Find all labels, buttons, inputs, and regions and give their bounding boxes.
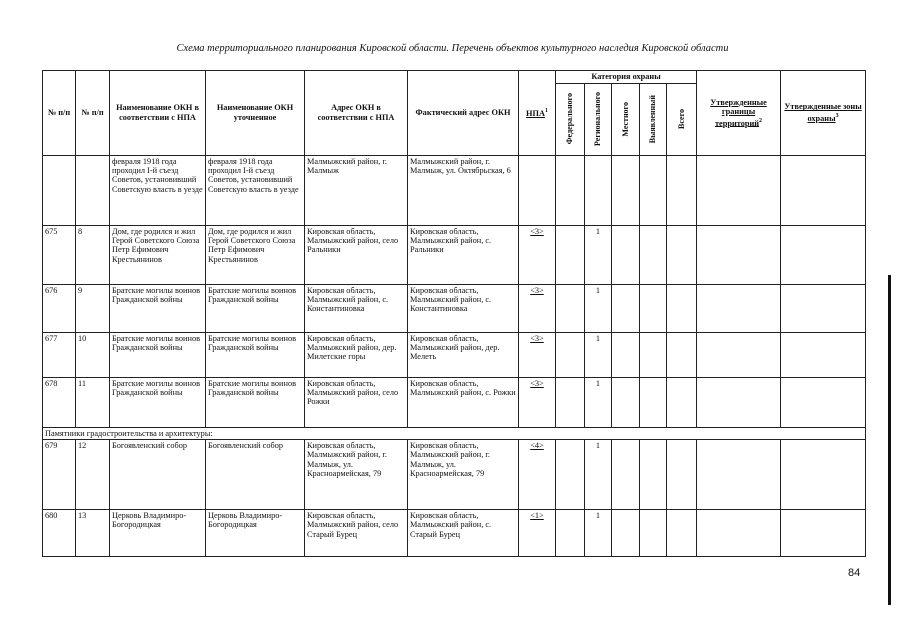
cell-total xyxy=(667,225,697,284)
cell-total xyxy=(667,284,697,332)
cell-federal xyxy=(556,332,585,377)
page-number: 84 xyxy=(848,567,861,579)
cell-identified xyxy=(640,332,667,377)
header-name-npa: Наименование ОКН в соответствии с НПА xyxy=(110,71,206,156)
cell-boundaries xyxy=(697,155,781,225)
cell-num2: 12 xyxy=(76,440,110,510)
cell-federal xyxy=(556,377,585,427)
cell-local xyxy=(612,510,640,557)
cell-npa: <3> xyxy=(519,377,556,427)
cell-address: Кировская область, Малмыжский район, село Ральники xyxy=(305,225,408,284)
cell-name: Дом, где родился и жил Герой Советского Союза Петр Ефимович Крестьянинов xyxy=(110,225,206,284)
cell-num: 678 xyxy=(43,377,76,427)
cell-address-actual: Малмыжский район, г. Малмыж, ул. Октябрьская, 6 xyxy=(408,155,519,225)
cell-num2: 8 xyxy=(76,225,110,284)
cell-address-actual: Кировская область, Малмыжский район, с. Рожки xyxy=(408,377,519,427)
cell-num: 680 xyxy=(43,510,76,557)
cell-npa: <1> xyxy=(519,510,556,557)
cell-regional: 1 xyxy=(585,440,612,510)
header-address-npa: Адрес ОКН в соответствии с НПА xyxy=(305,71,408,156)
cell-name-refined: Дом, где родился и жил Герой Советского Союза Петр Ефимович Крестьянинов xyxy=(206,225,305,284)
cell-boundaries xyxy=(697,510,781,557)
cell-name-refined: Братские могилы воинов Гражданской войны xyxy=(206,332,305,377)
table-row xyxy=(43,332,866,377)
header-cat-identified: Выявленный xyxy=(640,83,667,155)
cell-boundaries xyxy=(697,284,781,332)
header-protection-category: Категория охраны xyxy=(556,71,697,84)
cell-zones xyxy=(781,440,866,510)
cell-boundaries xyxy=(697,225,781,284)
cell-address-actual: Кировская область, Малмыжский район, с. Константиновка xyxy=(408,284,519,332)
cell-name: Церковь Владимиро-Богородицкая xyxy=(110,510,206,557)
cell-name-refined: февраля 1918 года проходил I-й съезд Советов, установивший Советскую власть в уезде xyxy=(206,155,305,225)
table-row xyxy=(43,284,866,332)
cell-identified xyxy=(640,510,667,557)
cell-name-refined: Братские могилы воинов Гражданской войны xyxy=(206,377,305,427)
cell-federal xyxy=(556,284,585,332)
cell-boundaries xyxy=(697,377,781,427)
cell-num: 675 xyxy=(43,225,76,284)
header-num-pp: № п/п xyxy=(43,71,76,156)
cell-address: Кировская область, Малмыжский район, г. Малмыж, ул. Красноармейская, 79 xyxy=(305,440,408,510)
header-npa: НПА$^1$ xyxy=(519,71,556,156)
cell-regional: 1 xyxy=(585,332,612,377)
header-cat-local: Местного xyxy=(612,83,640,155)
cell-name: Братские могилы воинов Гражданской войны xyxy=(110,377,206,427)
cell-local xyxy=(612,377,640,427)
cell-name: Братские могилы воинов Гражданской войны xyxy=(110,332,206,377)
cell-identified xyxy=(640,377,667,427)
cell-local xyxy=(612,440,640,510)
cell-num2: 10 xyxy=(76,332,110,377)
table-row xyxy=(43,225,866,284)
header-approved-zones: Утвержденные зоны охраны$^3$ xyxy=(781,71,866,156)
cell-num2: 9 xyxy=(76,284,110,332)
cell-local xyxy=(612,225,640,284)
cell-federal xyxy=(556,155,585,225)
cell-total xyxy=(667,155,697,225)
table-row xyxy=(43,510,866,557)
cell-zones xyxy=(781,332,866,377)
cell-zones xyxy=(781,284,866,332)
cell-name-refined: Церковь Владимиро-Богородицкая xyxy=(206,510,305,557)
cell-total xyxy=(667,332,697,377)
cell-boundaries xyxy=(697,332,781,377)
cell-address: Кировская область, Малмыжский район, с. Константиновка xyxy=(305,284,408,332)
cell-total xyxy=(667,377,697,427)
header-cat-regional: Регионального xyxy=(585,83,612,155)
cell-identified xyxy=(640,225,667,284)
section-row xyxy=(43,427,866,439)
heritage-table xyxy=(42,70,866,557)
cell-num2 xyxy=(76,155,110,225)
cell-federal xyxy=(556,440,585,510)
cell-regional xyxy=(585,155,612,225)
cell-npa: <3> xyxy=(519,332,556,377)
cell-address-actual: Кировская область, Малмыжский район, дер. Мелеть xyxy=(408,332,519,377)
scan-edge-mark xyxy=(888,275,891,605)
cell-address: Кировская область, Малмыжский район, дер. Милетские горы xyxy=(305,332,408,377)
cell-boundaries xyxy=(697,440,781,510)
cell-address: Кировская область, Малмыжский район, село Старый Бурец xyxy=(305,510,408,557)
cell-npa xyxy=(519,155,556,225)
cell-num: 676 xyxy=(43,284,76,332)
cell-total xyxy=(667,510,697,557)
cell-federal xyxy=(556,225,585,284)
table-row xyxy=(43,155,866,225)
cell-address: Кировская область, Малмыжский район, село Рожки xyxy=(305,377,408,427)
cell-address-actual: Кировская область, Малмыжский район, г. Малмыж, ул. Красноармейская, 79 xyxy=(408,440,519,510)
page-title: Схема территориального планирования Кировской области. Перечень объектов культурного наследия Кировской области xyxy=(176,43,729,54)
cell-address-actual: Кировская область, Малмыжский район, с. Ральники xyxy=(408,225,519,284)
table-row xyxy=(43,377,866,427)
cell-name: февраля 1918 года проходил I-й съезд Советов, установивший Советскую власть в уезде xyxy=(110,155,206,225)
cell-zones xyxy=(781,510,866,557)
cell-num: 679 xyxy=(43,440,76,510)
cell-name-refined: Братские могилы воинов Гражданской войны xyxy=(206,284,305,332)
cell-identified xyxy=(640,155,667,225)
cell-address: Малмыжский район, г. Малмыж xyxy=(305,155,408,225)
cell-regional: 1 xyxy=(585,225,612,284)
cell-num2: 11 xyxy=(76,377,110,427)
cell-address-actual: Кировская область, Малмыжский район, с. Старый Бурец xyxy=(408,510,519,557)
header-cat-total: Всего xyxy=(667,83,697,155)
cell-federal xyxy=(556,510,585,557)
cell-regional: 1 xyxy=(585,510,612,557)
header-approved-boundaries: Утвержденные границы территорий$^2$ xyxy=(697,71,781,156)
cell-zones xyxy=(781,377,866,427)
cell-npa: <4> xyxy=(519,440,556,510)
cell-name: Братские могилы воинов Гражданской войны xyxy=(110,284,206,332)
cell-local xyxy=(612,155,640,225)
cell-local xyxy=(612,284,640,332)
cell-num: 677 xyxy=(43,332,76,377)
header-name-refined: Наименование ОКН уточненное xyxy=(206,71,305,156)
header-address-actual: Фактический адрес ОКН xyxy=(408,71,519,156)
header-cat-federal: Федерального xyxy=(556,83,585,155)
cell-local xyxy=(612,332,640,377)
cell-identified xyxy=(640,440,667,510)
section-title: Памятники градостроительства и архитектуры: xyxy=(43,427,866,439)
cell-zones xyxy=(781,225,866,284)
table-row xyxy=(43,440,866,510)
cell-name-refined: Богоявленский собор xyxy=(206,440,305,510)
cell-num xyxy=(43,155,76,225)
cell-identified xyxy=(640,284,667,332)
cell-regional: 1 xyxy=(585,377,612,427)
cell-npa: <3> xyxy=(519,284,556,332)
header-num-pp-2: № п/п xyxy=(76,71,110,156)
cell-npa: <3> xyxy=(519,225,556,284)
cell-num2: 13 xyxy=(76,510,110,557)
cell-total xyxy=(667,440,697,510)
cell-name: Богоявленский собор xyxy=(110,440,206,510)
cell-zones xyxy=(781,155,866,225)
cell-regional: 1 xyxy=(585,284,612,332)
